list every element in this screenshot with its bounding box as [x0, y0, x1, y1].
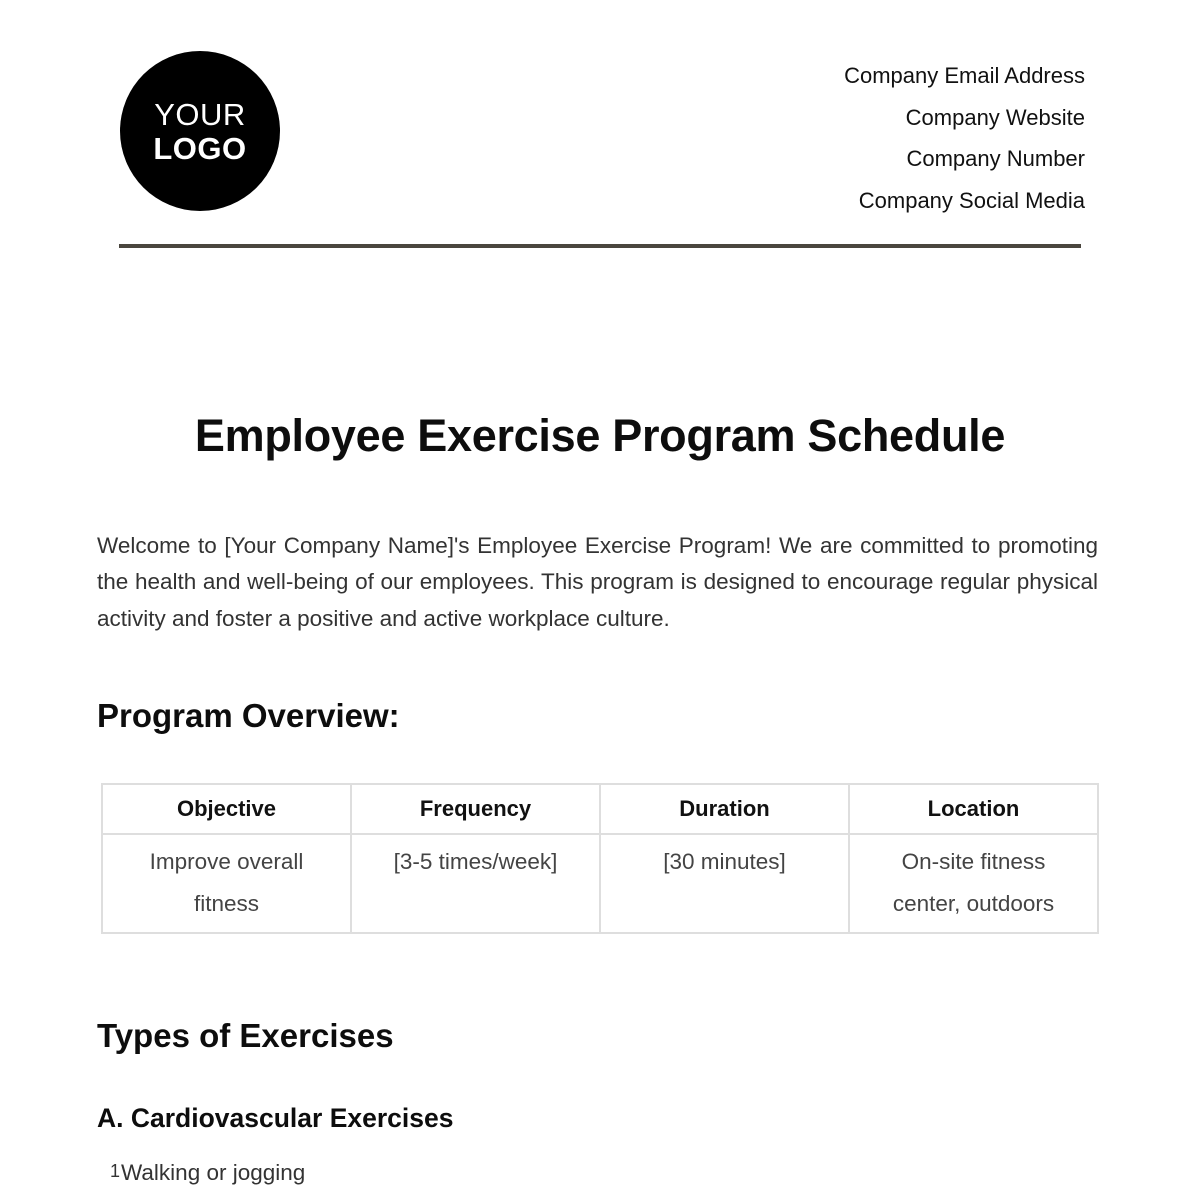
cell-location: On-site fitness center, outdoors	[849, 834, 1098, 933]
page-title: Employee Exercise Program Schedule	[194, 410, 1006, 461]
company-social-media: Company Social Media	[858, 187, 1085, 213]
cell-objective: Improve overall fitness	[102, 834, 351, 933]
program-overview-table	[101, 783, 1099, 934]
cardiovascular-heading: A. Cardiovascular Exercises	[97, 1103, 454, 1133]
column-header-location: Location	[849, 784, 1098, 834]
table-header-row	[102, 784, 1098, 834]
column-header-frequency: Frequency	[351, 784, 600, 834]
company-contact-block	[844, 55, 1085, 221]
cell-frequency: [3-5 times/week]	[351, 834, 600, 933]
company-website: Company Website	[905, 104, 1085, 130]
list-item-number: 1	[110, 1161, 121, 1181]
company-number: Company Number	[906, 146, 1085, 171]
logo-line-2: LOGO	[153, 130, 247, 166]
program-overview-heading: Program Overview:	[97, 697, 400, 734]
intro-paragraph: Welcome to [Your Company Name]'s Employee Exercise Program! We are committed to promoting the health and well-being of our employees. This program is designed to encourage regular physical activity and foster a positive and active workplace culture.	[97, 533, 1098, 631]
list-item-text: Walking or jogging	[121, 1160, 306, 1185]
company-logo	[120, 51, 280, 211]
cell-duration: [30 minutes]	[600, 834, 849, 933]
types-of-exercises-heading: Types of Exercises	[97, 1017, 394, 1054]
logo-line-1: YOUR	[154, 96, 246, 132]
column-header-objective: Objective	[102, 784, 351, 834]
company-email: Company Email Address	[844, 63, 1085, 88]
list-item	[110, 1160, 305, 1186]
header-divider	[119, 244, 1081, 248]
table-row	[102, 834, 1098, 933]
column-header-duration: Duration	[600, 784, 849, 834]
